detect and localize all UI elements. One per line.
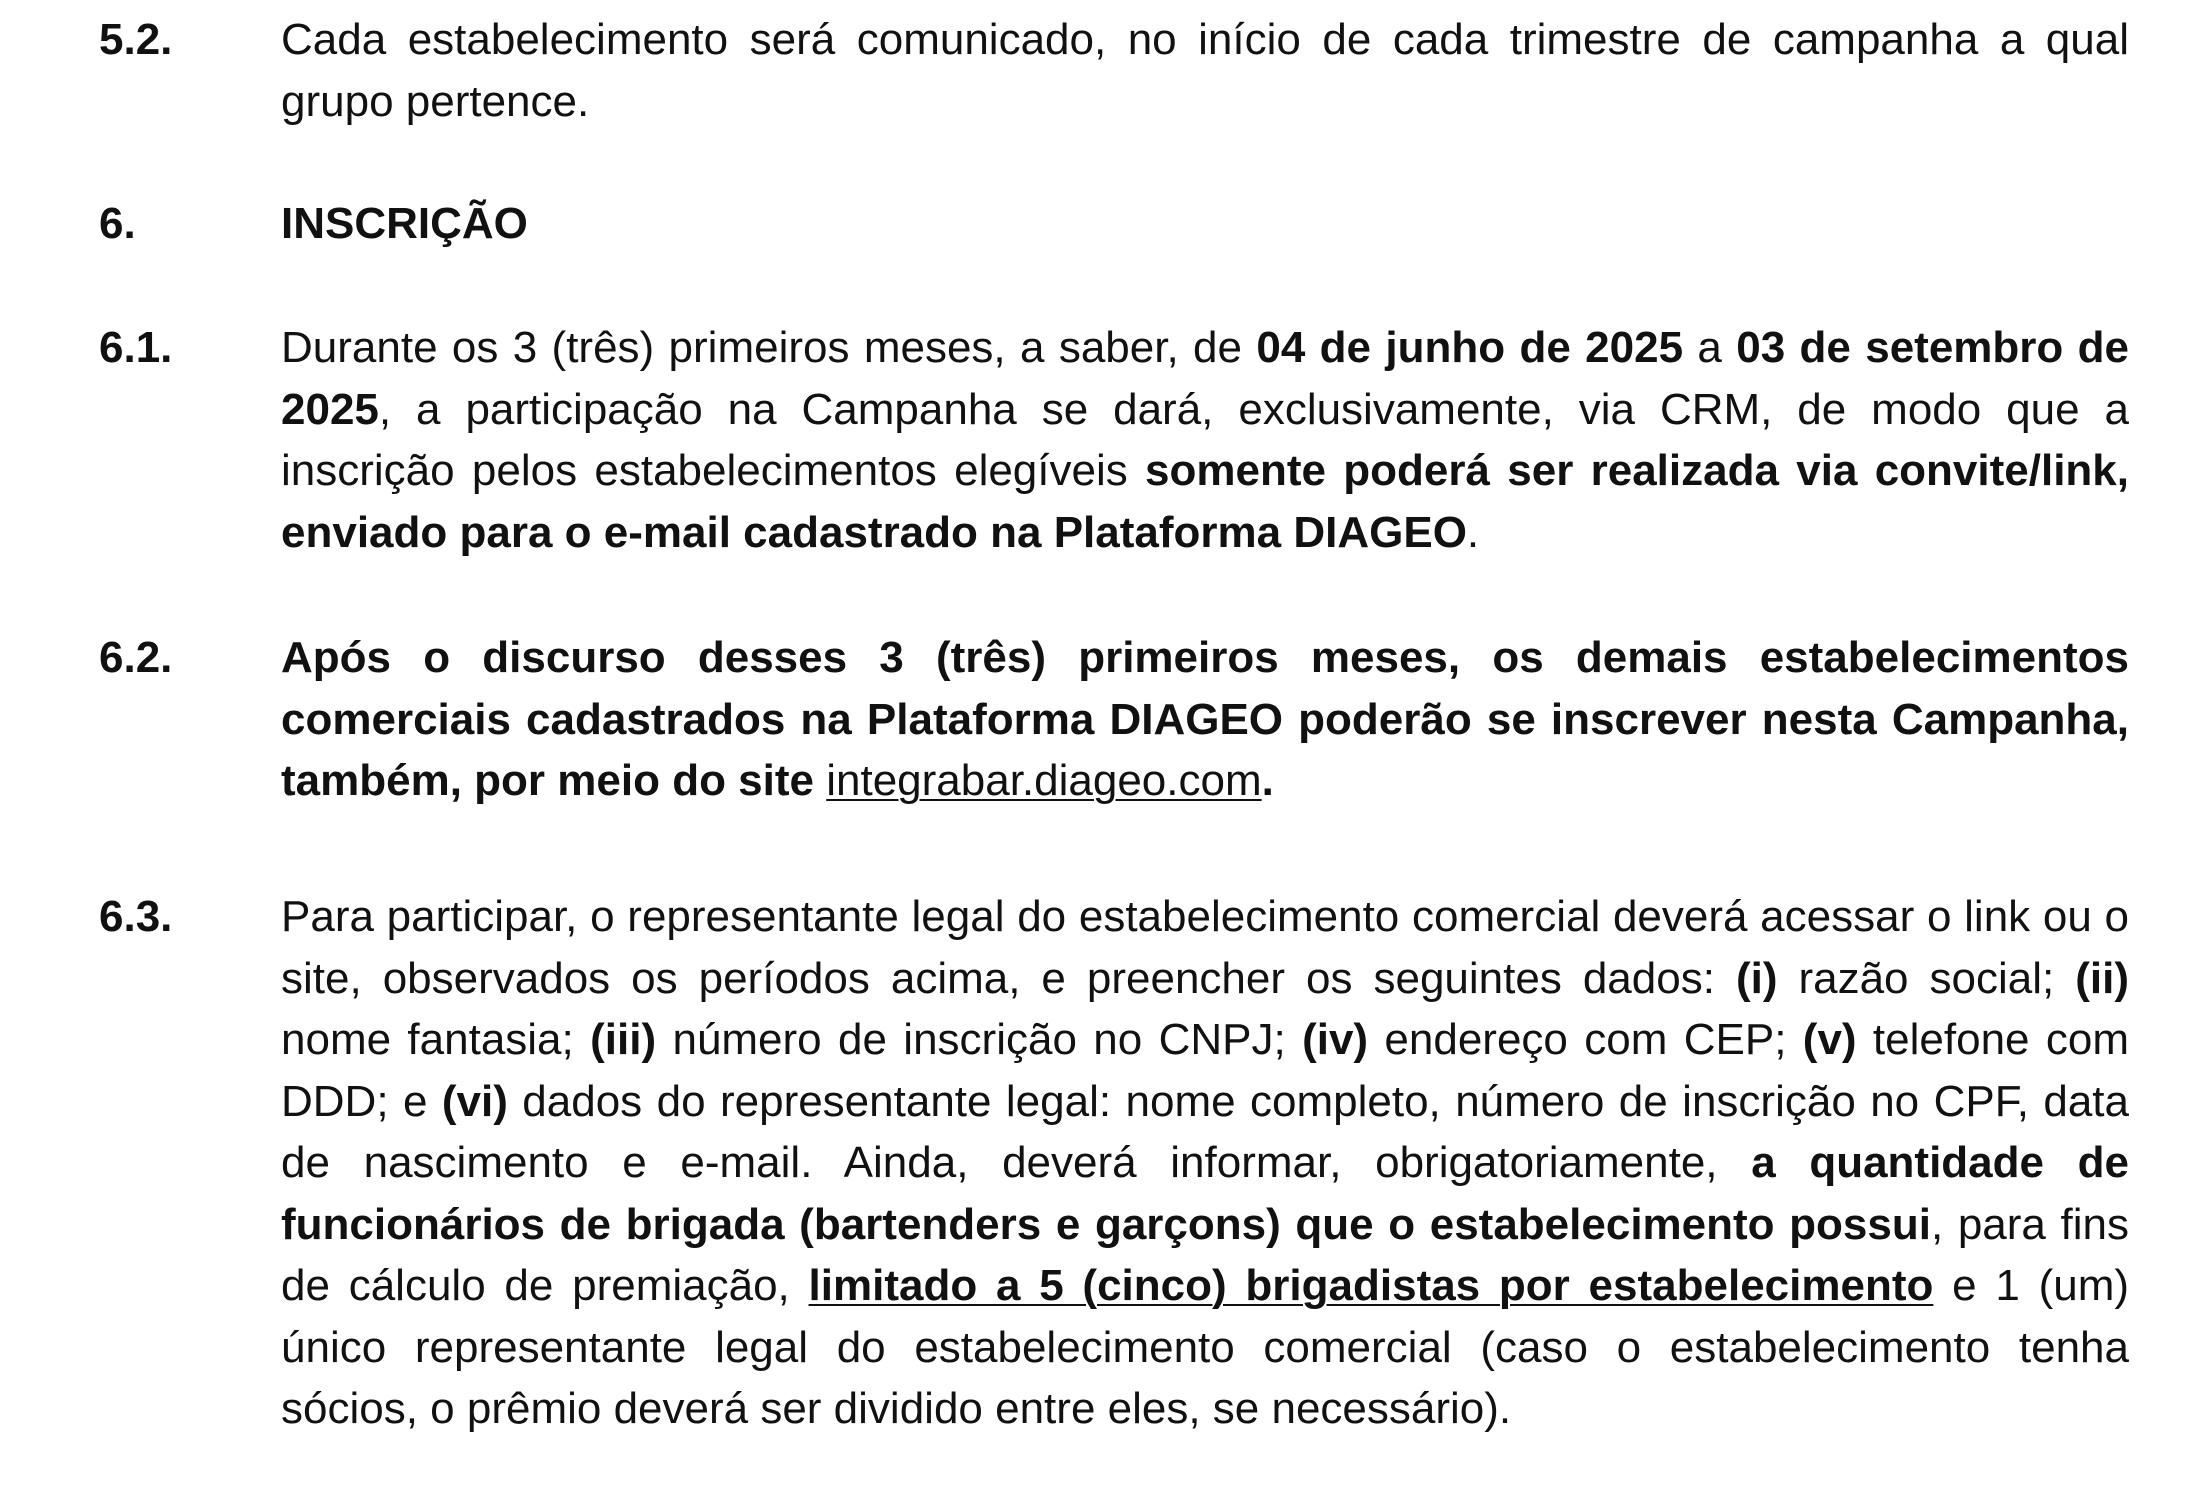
item-marker: (ii) bbox=[2075, 953, 2129, 1003]
text-run: endereço com CEP; bbox=[1368, 1015, 1803, 1064]
text-run: Para participar, o representante legal do estabelecimento comercial deverá acessar o link ou o site, observados os períodos acima, e preencher os seguintes dados: bbox=[281, 892, 2129, 1003]
text-run: a bbox=[1683, 323, 1737, 372]
clause-6-2 bbox=[99, 627, 2129, 812]
clause-number: 6.3. bbox=[99, 892, 173, 941]
clause-5-2 bbox=[99, 9, 2129, 132]
text-run: e 1 (um) único representante legal do estabelecimento comercial (caso o estabelecimento tenha sócios, o prêmio deverá ser dividido entre eles, se necessário). bbox=[281, 1261, 2130, 1433]
clause-6-3 bbox=[99, 886, 2129, 1440]
item-marker: (i) bbox=[1735, 953, 1778, 1003]
clause-6-1 bbox=[99, 317, 2129, 563]
section-6-heading bbox=[99, 193, 2129, 255]
end-date: 03 de setembro de 2025 bbox=[281, 323, 2130, 434]
clause-text bbox=[281, 886, 2129, 1440]
text-run: , a participação na Campanha se dará, exclusivamente, via CRM, de modo que a inscrição pelos estabelecimentos elegíveis bbox=[281, 384, 2129, 495]
text-run: dados do representante legal: nome completo, número de inscrição no CPF, data de nascimento e e-mail. Ainda, deverá informar, obrigatoriamente, bbox=[281, 1076, 2129, 1187]
text-run: número de inscrição no CNPJ; bbox=[656, 1015, 1303, 1064]
clause-number: 5.2. bbox=[99, 15, 173, 64]
underlined-limit: limitado a 5 (cinco) brigadistas por estabelecimento bbox=[808, 1261, 1934, 1310]
clause-number: 6.1. bbox=[99, 323, 173, 372]
clause-text bbox=[281, 317, 2129, 563]
item-marker: (iv) bbox=[1302, 1015, 1369, 1064]
text-run: razão social; bbox=[1777, 953, 2076, 1003]
emphasis-text: a quantidade de funcionários de brigada (bartenders e garçons) que o estabelecimento possui bbox=[281, 1138, 2130, 1249]
item-marker: (iii) bbox=[590, 1015, 657, 1064]
text-run: nome fantasia; bbox=[281, 1015, 591, 1064]
clause-text bbox=[281, 627, 2129, 812]
clause-number: 6.2. bbox=[99, 633, 173, 682]
section-number: 6. bbox=[99, 199, 136, 248]
section-title: INSCRIÇÃO bbox=[281, 199, 528, 248]
emphasis-text: Após o discurso desses 3 (três) primeiros meses, os demais estabelecimentos comerciais cadastrados na Plataforma DIAGEO poderão se inscrever nesta Campanha, também, por meio do site bbox=[281, 633, 2129, 805]
text-run: . bbox=[1466, 507, 1480, 557]
text-run: , para fins de cálculo de premiação, bbox=[281, 1199, 2129, 1310]
clause-text: Cada estabelecimento será comunicado, no início de cada trimestre de campanha a qual grupo pertence. bbox=[281, 15, 2129, 126]
text-run: telefone com DDD; e bbox=[281, 1015, 2129, 1126]
start-date: 04 de junho de 2025 bbox=[1256, 323, 1684, 372]
text-run: Durante os 3 (três) primeiros meses, a saber, de bbox=[281, 323, 1257, 372]
item-marker: (v) bbox=[1802, 1015, 1857, 1064]
text-run: . bbox=[1261, 756, 1274, 805]
emphasis-text: somente poderá ser realizada via convite/link, enviado para o e-mail cadastrado na Plataforma DIAGEO bbox=[281, 446, 2129, 557]
site-link[interactable]: integrabar.diageo.com bbox=[826, 756, 1262, 805]
item-marker: (vi) bbox=[441, 1076, 508, 1126]
